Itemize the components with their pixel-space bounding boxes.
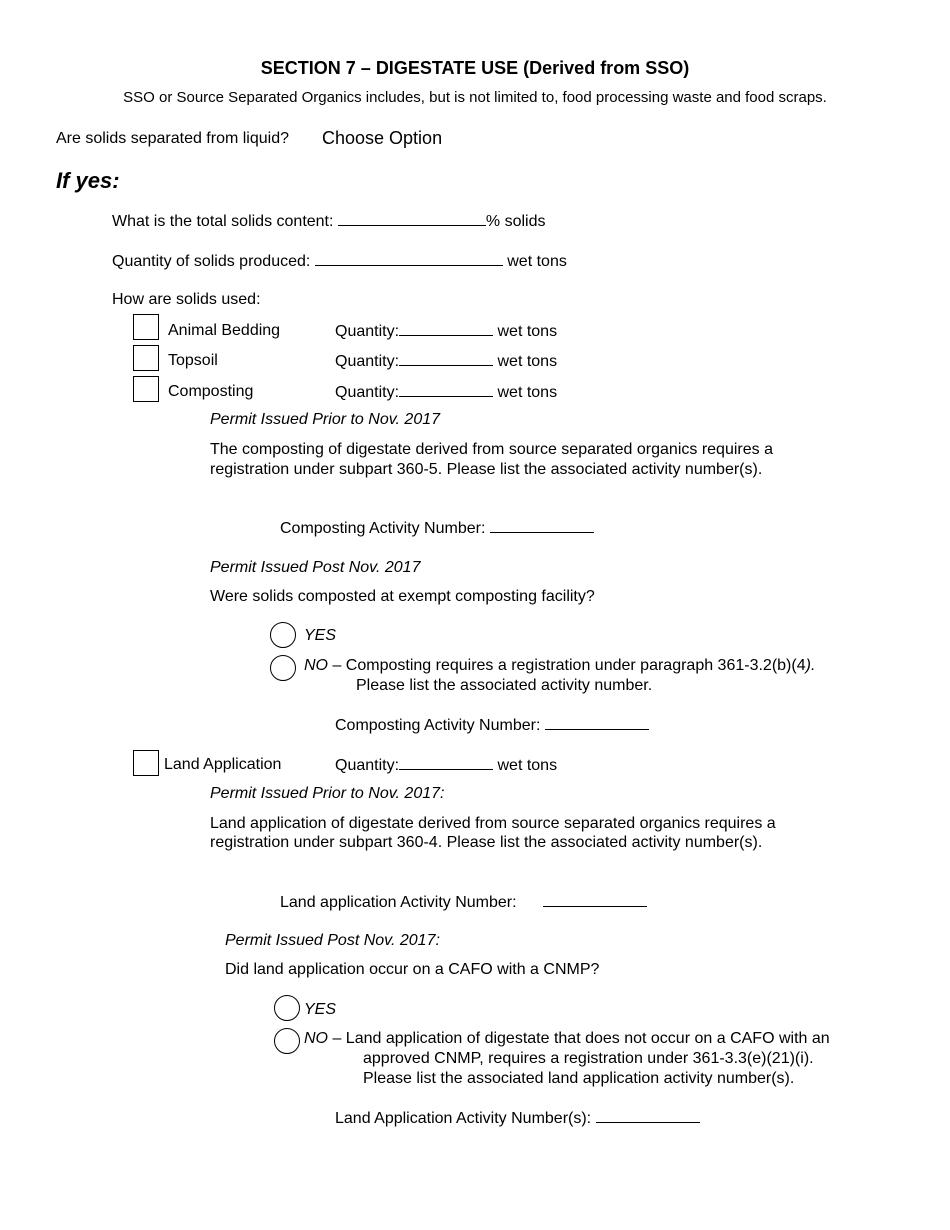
composting-no-text-row: [304, 656, 815, 676]
section-intro: SSO or Source Separated Organics includes, but is not limited to, food processing waste and food scraps.: [123, 89, 827, 106]
quantity-label: Quantity:: [335, 353, 400, 370]
composting-activity-field-2[interactable]: [545, 715, 649, 730]
land-application-quantity-field[interactable]: [399, 755, 493, 770]
composting-question: Were solids composted at exempt composting facility?: [210, 588, 595, 605]
land-activity-field[interactable]: [543, 892, 647, 907]
composting-no-radio[interactable]: [270, 655, 296, 681]
land-activity-field-2[interactable]: [596, 1108, 700, 1123]
land-activity-label: Land application Activity Number:: [280, 894, 517, 911]
solids-content-label: What is the total solids content:: [112, 213, 334, 230]
composting-activity-row-2: [335, 715, 649, 736]
solids-quantity-row: [112, 251, 567, 272]
composting-post-heading: Permit Issued Post Nov. 2017: [210, 559, 421, 576]
separation-select[interactable]: Choose Option: [322, 128, 443, 148]
land-post-heading: Permit Issued Post Nov. 2017:: [225, 932, 440, 949]
land-prior-heading: Permit Issued Prior to Nov. 2017:: [210, 785, 445, 802]
composting-no-text-end: ).: [805, 657, 816, 674]
solids-content-field[interactable]: [338, 211, 486, 226]
if-yes-heading: If yes:: [56, 168, 120, 193]
land-prior-text-1: Land application of digestate derived from source separated organics requires a: [210, 815, 776, 832]
composting-yes-radio[interactable]: [270, 622, 296, 648]
land-application-label: Land Application: [164, 756, 282, 773]
quantity-label: Quantity:: [335, 384, 400, 401]
land-prior-text-2: registration under subpart 360-4. Please list the associated activity number(s).: [210, 834, 763, 851]
solids-content-row: [112, 211, 545, 232]
composting-activity-field[interactable]: [490, 518, 594, 533]
animal-bedding-checkbox[interactable]: [133, 314, 159, 340]
composting-yes-label: YES: [304, 627, 337, 644]
solids-quantity-label: Quantity of solids produced:: [112, 253, 311, 270]
land-application-quantity: [335, 755, 557, 776]
composting-no-text-2: Please list the associated activity number.: [356, 677, 653, 694]
land-no-text-3: Please list the associated land application activity number(s).: [363, 1070, 795, 1087]
land-no-text-2: approved CNMP, requires a registration under 361-3.3(e)(21)(i).: [363, 1050, 814, 1067]
composting-prior-text-2: registration under subpart 360-5. Please list the associated activity number(s).: [210, 461, 763, 478]
animal-bedding-label: Animal Bedding: [168, 322, 281, 339]
composting-label: Composting: [168, 383, 254, 400]
quantity-unit: wet tons: [497, 757, 558, 774]
quantity-label: Quantity:: [335, 323, 400, 340]
solids-content-unit: % solids: [485, 213, 546, 230]
land-yes-label: YES: [304, 1001, 337, 1018]
land-activity-row-2: [335, 1108, 700, 1129]
land-no-text: – Land application of digestate that does not occur on a CAFO with an: [328, 1030, 830, 1047]
composting-activity-label-2: Composting Activity Number:: [335, 717, 541, 734]
land-question: Did land application occur on a CAFO with a CNMP?: [225, 961, 600, 978]
land-activity-row: [280, 892, 647, 913]
solids-quantity-field[interactable]: [315, 251, 503, 266]
land-activity-label-2: Land Application Activity Number(s):: [335, 1110, 592, 1127]
topsoil-label: Topsoil: [168, 352, 218, 369]
composting-no-label: NO: [304, 657, 328, 674]
topsoil-quantity-field[interactable]: [399, 351, 493, 366]
composting-quantity-field[interactable]: [399, 382, 493, 397]
composting-no-text: – Composting requires a registration under paragraph 361-3.2(b)(4: [328, 657, 806, 674]
composting-checkbox[interactable]: [133, 376, 159, 402]
composting-prior-heading: Permit Issued Prior to Nov. 2017: [210, 411, 441, 428]
quantity-unit: wet tons: [497, 353, 558, 370]
composting-activity-label: Composting Activity Number:: [280, 520, 486, 537]
quantity-unit: wet tons: [497, 323, 558, 340]
animal-bedding-quantity-field[interactable]: [399, 321, 493, 336]
solids-use-label: How are solids used:: [112, 291, 261, 308]
land-application-checkbox[interactable]: [133, 750, 159, 776]
separation-question: Are solids separated from liquid?: [56, 130, 290, 147]
land-no-text-row: [304, 1029, 830, 1049]
solids-quantity-unit: wet tons: [507, 253, 567, 270]
animal-bedding-quantity: [335, 321, 557, 342]
topsoil-quantity: [335, 351, 557, 372]
land-no-radio[interactable]: [274, 1028, 300, 1054]
quantity-label: Quantity:: [335, 757, 400, 774]
land-no-label: NO: [304, 1030, 328, 1047]
quantity-unit: wet tons: [497, 384, 558, 401]
composting-prior-text-1: The composting of digestate derived from source separated organics requires a: [210, 441, 773, 458]
land-yes-radio[interactable]: [274, 995, 300, 1021]
section-title: SECTION 7 – DIGESTATE USE (Derived from SSO): [260, 58, 690, 78]
topsoil-checkbox[interactable]: [133, 345, 159, 371]
composting-quantity: [335, 382, 557, 403]
composting-activity-row: [280, 518, 594, 539]
